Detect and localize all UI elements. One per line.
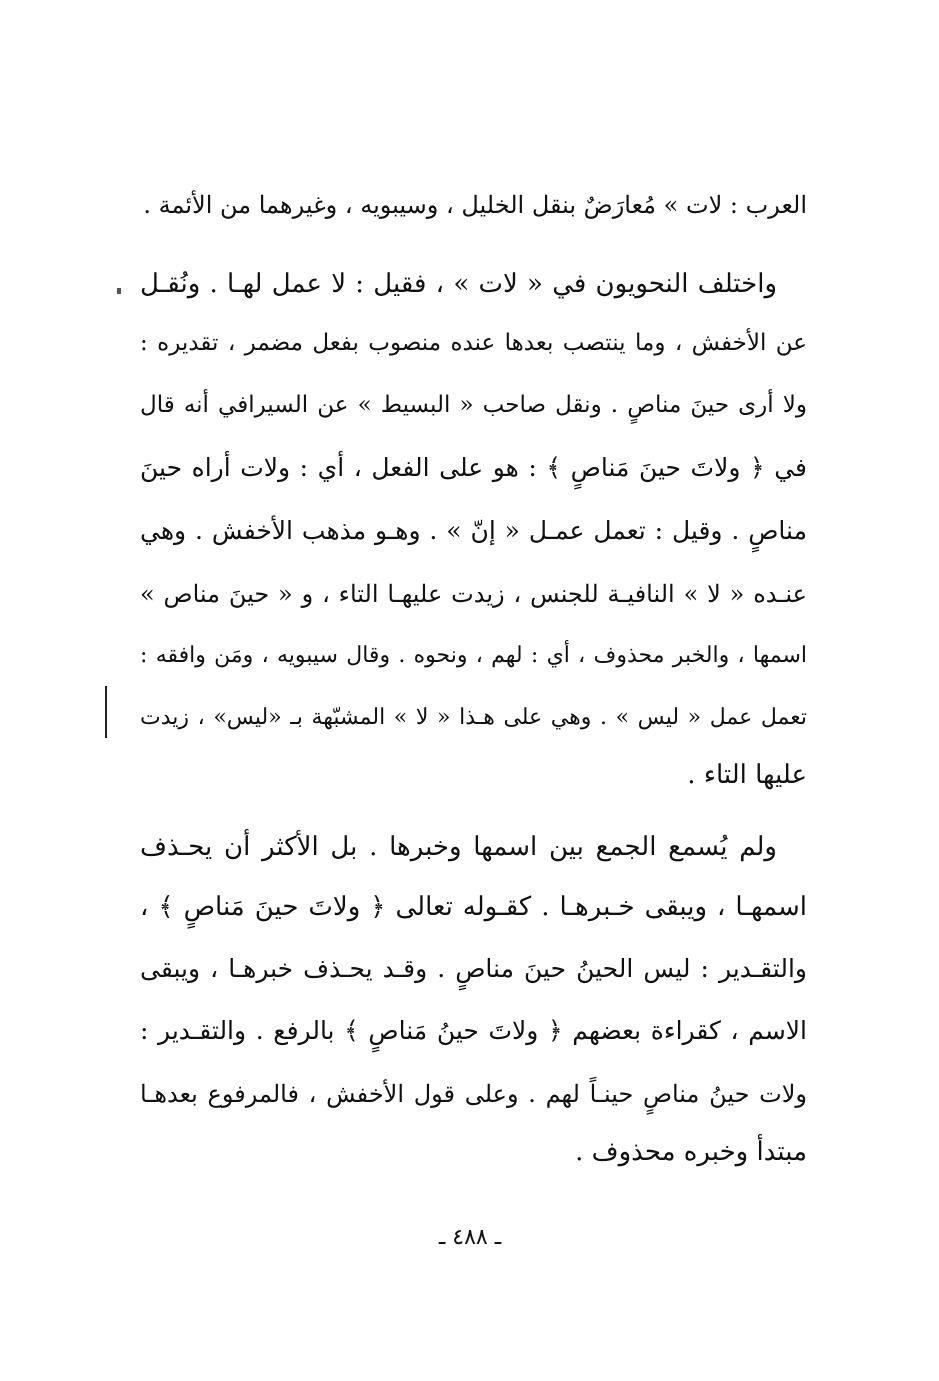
paragraph-end-line: مبتدأ وخبره محذوف . (575, 1137, 807, 1167)
page-number: ـ ٤٨٨ ـ (438, 1225, 502, 1250)
text-line: اسمها ، والخبر محذوف ، أي : لهم ، ونحوه . وقال سيبويه ، ومَن وافقه : (140, 643, 807, 668)
text-line: عن الأخفش ، وما ينتصب بعدها عنده منصوب بفعل مضمر ، تقديره : (140, 330, 807, 356)
text-line: عنـده « لا » النافيـة للجنس ، زيدت عليهـا التاء ، و « حينَ مناص » (140, 580, 807, 608)
text-line: الاسم ، كقراءة بعضهم ﴿ ولاتَ حينُ مَناصٍ ﴾ بالرفع . والتقـدير : (140, 1016, 807, 1045)
text-line: مناصٍ . وقيل : تعمل عمـل « إنّ » . وهـو مذهب الأخفش . وهي (140, 516, 807, 545)
paragraph-start-line: واختلف النحويون في « لات » ، فقيل : لا عمل لهـا . ونُقـل (140, 269, 777, 299)
text-line: العرب : لات » مُعارَضٌ بنقل الخليل ، وسيبويه ، وغيرهما من الأئمة . (143, 191, 807, 219)
text-line: في ﴿ ولاتَ حينَ مَناصٍ ﴾ : هو على الفعل ، أي : ولات أراه حينَ (140, 453, 807, 482)
text-line: ولا أرى حينَ مناصٍ . ونقل صاحب « البسيط » عن السيرافي أنه قال (140, 392, 807, 418)
paragraph-end-line: عليها التاء . (687, 760, 807, 790)
margin-speck (117, 288, 121, 294)
text-line: والتقـدير : ليس الحينُ حينَ مناصٍ . وقـد يحـذف خبرهـا ، ويبقى (140, 954, 807, 983)
text-line: ولات حينُ مناصٍ حينـاً لهم . وعلى قول الأخفش ، فالمرفوع بعدهـا (140, 1080, 807, 1108)
text-line: تعمل عمل « ليس » . وهي على هـذا « لا » المشبّهة بـ «ليس» ، زيدت (140, 705, 807, 730)
margin-mark (105, 686, 107, 738)
text-line: اسمهـا ، ويبقى خـبرهـا . كقـوله تعالى ﴿ ولاتَ حينَ مَناصٍ ﴾ ، (140, 892, 807, 922)
paragraph-start-line: ولم يُسمع الجمع بين اسمها وخبرها . بل الأكثر أن يحـذف (140, 832, 777, 862)
